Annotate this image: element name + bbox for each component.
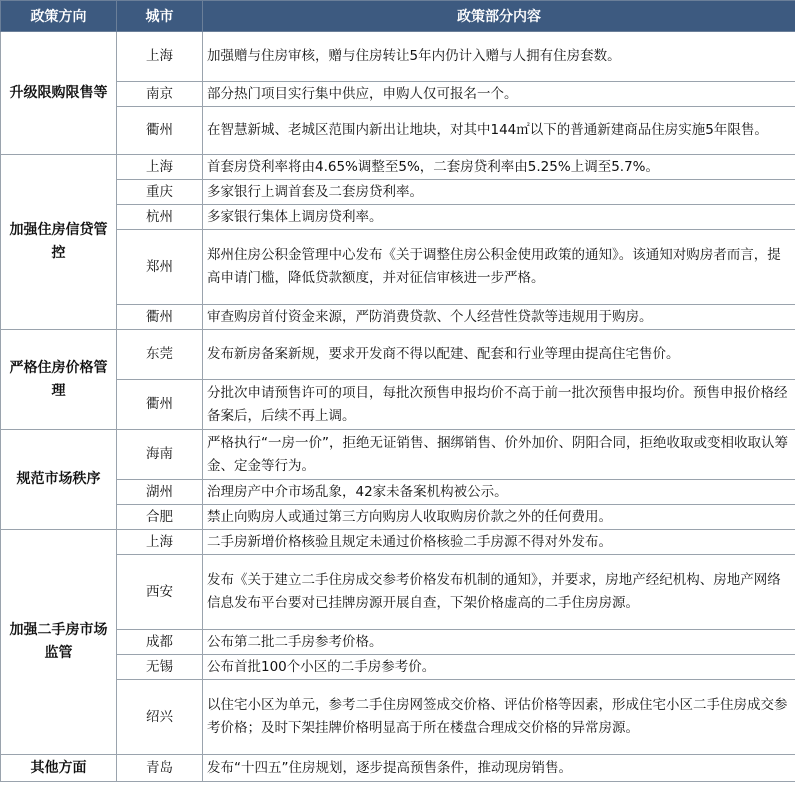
policy-direction-cell: 其他方面: [1, 755, 117, 782]
policy-content-cell: 禁止向购房人或通过第三方向购房人收取购房价款之外的任何费用。: [203, 505, 795, 530]
header-row: [1, 1, 795, 32]
city-cell: 上海: [117, 32, 203, 82]
policy-direction-cell: 加强二手房市场监管: [1, 530, 117, 755]
header-content: 政策部分内容: [203, 1, 795, 32]
city-cell: 上海: [117, 530, 203, 555]
city-cell: 衢州: [117, 380, 203, 430]
policy-content-cell: 多家银行集体上调房贷利率。: [203, 205, 795, 230]
policy-content-cell: 部分热门项目实行集中供应，申购人仅可报名一个。: [203, 82, 795, 107]
city-cell: 东莞: [117, 330, 203, 380]
table-row: [1, 205, 795, 230]
table-row: [1, 555, 795, 630]
policy-content-cell: 严格执行“一房一价”，拒绝无证销售、捆绑销售、价外加价、阴阳合同，拒绝收取或变相收取认筹金、定金等行为。: [203, 430, 795, 480]
policy-content-cell: 分批次申请预售许可的项目，每批次预售申报均价不高于前一批次预售申报均价。预售申报价格经备案后，后续不再上调。: [203, 380, 795, 430]
city-cell: 西安: [117, 555, 203, 630]
policy-direction-cell: 严格住房价格管理: [1, 330, 117, 430]
header-city: 城市: [117, 1, 203, 32]
city-cell: 湖州: [117, 480, 203, 505]
table-row: [1, 755, 795, 782]
table-header: [1, 1, 795, 32]
table-row: [1, 380, 795, 430]
table-row: [1, 330, 795, 380]
policy-content-cell: 审查购房首付资金来源，严防消费贷款、个人经营性贷款等违规用于购房。: [203, 305, 795, 330]
header-direction: 政策方向: [1, 1, 117, 32]
table-row: [1, 630, 795, 655]
table-row: [1, 155, 795, 180]
policy-direction-cell: 规范市场秩序: [1, 430, 117, 530]
city-cell: 绍兴: [117, 680, 203, 755]
table-row: [1, 505, 795, 530]
table-row: [1, 305, 795, 330]
policy-content-cell: 公布第二批二手房参考价格。: [203, 630, 795, 655]
city-cell: 青岛: [117, 755, 203, 782]
table-row: [1, 180, 795, 205]
policy-content-cell: 二手房新增价格核验且规定未通过价格核验二手房源不得对外发布。: [203, 530, 795, 555]
city-cell: 衢州: [117, 305, 203, 330]
table-row: [1, 107, 795, 155]
city-cell: 郑州: [117, 230, 203, 305]
city-cell: 衢州: [117, 107, 203, 155]
city-cell: 南京: [117, 82, 203, 107]
policy-content-cell: 加强赠与住房审核，赠与住房转让5年内仍计入赠与人拥有住房套数。: [203, 32, 795, 82]
policy-content-cell: 以住宅小区为单元，参考二手住房网签成交价格、评估价格等因素，形成住宅小区二手住房成交参考价格；及时下架挂牌价格明显高于所在楼盘合理成交价格的异常房源。: [203, 680, 795, 755]
table-row: [1, 230, 795, 305]
table-row: [1, 680, 795, 755]
policy-direction-cell: 加强住房信贷管控: [1, 155, 117, 330]
city-cell: 重庆: [117, 180, 203, 205]
policy-content-cell: 发布“十四五”住房规划，逐步提高预售条件，推动现房销售。: [203, 755, 795, 782]
policy-content-cell: 治理房产中介市场乱象，42家未备案机构被公示。: [203, 480, 795, 505]
city-cell: 无锡: [117, 655, 203, 680]
city-cell: 上海: [117, 155, 203, 180]
table-row: [1, 82, 795, 107]
table-row: [1, 655, 795, 680]
city-cell: 成都: [117, 630, 203, 655]
city-cell: 海南: [117, 430, 203, 480]
policy-content-cell: 多家银行上调首套及二套房贷利率。: [203, 180, 795, 205]
city-cell: 杭州: [117, 205, 203, 230]
table-row: [1, 480, 795, 505]
table-row: [1, 530, 795, 555]
policy-content-cell: 发布《关于建立二手住房成交参考价格发布机制的通知》，并要求，房地产经纪机构、房地产网络信息发布平台要对已挂牌房源开展自查，下架价格虚高的二手住房房源。: [203, 555, 795, 630]
table-row: [1, 430, 795, 480]
table-row: [1, 32, 795, 82]
policy-content-cell: 郑州住房公积金管理中心发布《关于调整住房公积金使用政策的通知》。该通知对购房者而言，提高申请门槛，降低贷款额度，并对征信审核进一步严格。: [203, 230, 795, 305]
policy-content-cell: 发布新房备案新规，要求开发商不得以配建、配套和行业等理由提高住宅售价。: [203, 330, 795, 380]
policy-content-cell: 公布首批100个小区的二手房参考价。: [203, 655, 795, 680]
city-cell: 合肥: [117, 505, 203, 530]
policy-direction-cell: 升级限购限售等: [1, 32, 117, 155]
policy-content-cell: 首套房贷利率将由4.65%调整至5%，二套房贷利率由5.25%上调至5.7%。: [203, 155, 795, 180]
table-body: [1, 32, 795, 782]
policy-content-cell: 在智慧新城、老城区范围内新出让地块，对其中144㎡以下的普通新建商品住房实施5年限售。: [203, 107, 795, 155]
